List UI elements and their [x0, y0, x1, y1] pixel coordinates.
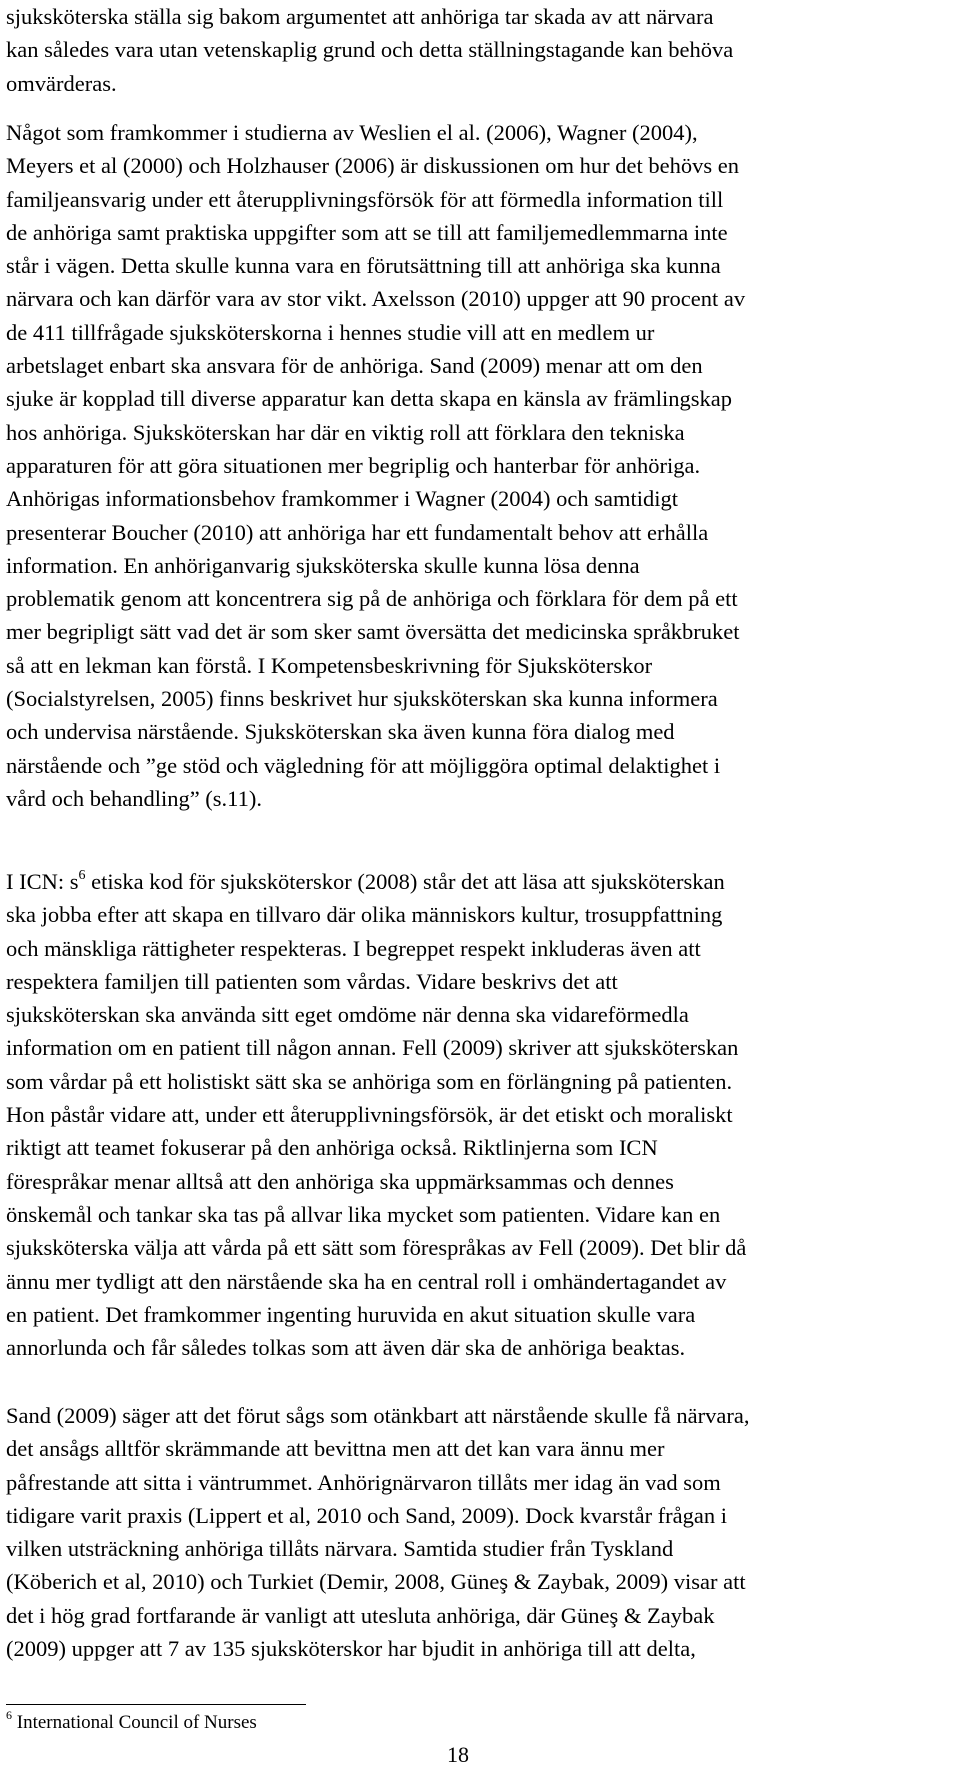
text-line: arbetslaget enbart ska ansvara för de anhöriga. Sand (2009) menar att om den: [6, 353, 703, 379]
page-number: 18: [447, 1742, 469, 1767]
text-line: och undervisa närstående. Sjuksköterskan ska även kunna föra dialog med: [6, 719, 675, 745]
footnote-separator: [6, 1704, 306, 1705]
text-line: det i hög grad fortfarande är vanligt att utesluta anhöriga, där Güneş & Zaybak: [6, 1602, 715, 1628]
paragraph-4: [6, 1399, 750, 1665]
text-line: Sand (2009) säger att det förut sågs som otänkbart att närstående skulle få närvara,: [6, 1403, 750, 1428]
text-line: information. En anhöriganvarig sjuksköterska skulle kunna lösa denna: [6, 552, 640, 578]
text-line: presenterar Boucher (2010) att anhöriga har ett fundamentalt behov att erhålla: [6, 519, 709, 545]
text-line: kan således vara utan vetenskaplig grund och detta ställningstagande kan behöva: [6, 37, 734, 63]
text-line: en patient. Det framkommer ingenting huruvida en akut situation skulle vara: [6, 1301, 696, 1327]
text-line: vård och behandling” (s.11).: [6, 785, 262, 811]
text-line: familjeansvarig under ett återupplivningsförsök för att förmedla information till: [6, 186, 724, 212]
text-line: så att en lekman kan förstå. I Kompetensbeskrivning för Sjuksköterskor: [6, 652, 653, 678]
paragraph-2: [6, 116, 745, 815]
text-line: hos anhöriga. Sjuksköterskan har där en viktig roll att förklara den tekniska: [6, 419, 685, 445]
paragraph-1: [6, 0, 733, 100]
text-line: mer begripligt sätt vad det är som sker samt översätta det medicinska språkbruket: [6, 619, 740, 645]
text-line: omvärderas.: [6, 70, 117, 96]
text-line: problematik genom att koncentrera sig på de anhöriga och förklara för dem på ett: [6, 586, 738, 612]
page-number-container: [0, 1742, 960, 1768]
text-line: står i vägen. Detta skulle kunna vara en förutsättning till att anhöriga ska kunna: [6, 253, 721, 279]
footnote: [6, 1707, 257, 1734]
footnote-number: 6: [6, 1707, 12, 1722]
text-line: närstående och ”ge stöd och vägledning för att möjliggöra optimal delaktighet i: [6, 752, 721, 778]
text-line: [6, 865, 746, 898]
text-line: information om en patient till någon annan. Fell (2009) skriver att sjuksköterskan: [6, 1035, 739, 1061]
text-line: riktigt att teamet fokuserar på den anhöriga också. Riktlinjerna som ICN: [6, 1135, 658, 1161]
text-line: de anhöriga samt praktiska uppgifter som att se till att familjemedlemmarna inte: [6, 219, 728, 245]
text-line: de 411 tillfrågade sjuksköterskorna i hennes studie vill att en medlem ur: [6, 319, 655, 345]
text-line: ännu mer tydligt att den närstående ska ha en central roll i omhändertagandet av: [6, 1268, 727, 1294]
footnote-reference: 6: [78, 867, 86, 883]
text-line: sjuksköterskan ska använda sitt eget omdöme när denna ska vidareförmedla: [6, 1002, 689, 1028]
text-fragment: I ICN: s: [6, 869, 79, 894]
text-fragment: etiska kod för sjuksköterskor (2008) står det att läsa att sjuksköterskan: [85, 869, 725, 894]
text-line: Hon påstår vidare att, under ett återupplivningsförsök, är det etiskt och moraliskt: [6, 1102, 733, 1128]
text-line: annorlunda och får således tolkas som att även där ska de anhöriga beaktas.: [6, 1335, 686, 1361]
text-line: det ansågs alltför skrämmande att bevittna men att det kan vara ännu mer: [6, 1436, 665, 1462]
paragraph-3: [6, 865, 746, 1364]
text-line: (2009) uppger att 7 av 135 sjuksköterskor har bjudit in anhöriga till att delta,: [6, 1636, 696, 1662]
text-line: Meyers et al (2000) och Holzhauser (2006) är diskussionen om hur det behövs en: [6, 153, 739, 179]
text-line: ska jobba efter att skapa en tillvaro där olika människors kultur, trosuppfattning: [6, 902, 723, 928]
text-line: sjuksköterska ställa sig bakom argumentet att anhöriga tar skada av att närvara: [6, 4, 714, 29]
text-line: Anhörigas informationsbehov framkommer i Wagner (2004) och samtidigt: [6, 486, 679, 512]
text-line: tidigare varit praxis (Lippert et al, 2010 och Sand, 2009). Dock kvarstår frågan i: [6, 1502, 728, 1528]
text-line: (Köberich et al, 2010) och Turkiet (Demir, 2008, Güneş & Zaybak, 2009) visar att: [6, 1569, 746, 1595]
text-line: sjuke är kopplad till diverse apparatur kan detta skapa en känsla av främlingskap: [6, 386, 732, 412]
text-line: Något som framkommer i studierna av Weslien el al. (2006), Wagner (2004),: [6, 120, 698, 145]
text-line: vilken utsträckning anhöriga tillåts närvara. Samtida studier från Tyskland: [6, 1536, 674, 1562]
text-line: förespråkar menar alltså att den anhöriga ska uppmärksammas och dennes: [6, 1168, 674, 1194]
text-line: närvara och kan därför vara av stor vikt. Axelsson (2010) uppger att 90 procent av: [6, 286, 746, 312]
footnote-text: International Council of Nurses: [12, 1712, 257, 1733]
text-line: som vårdar på ett holistiskt sätt ska se anhöriga som en förlängning på patienten.: [6, 1068, 733, 1094]
text-line: påfrestande att sitta i väntrummet. Anhörignärvaron tillåts mer idag än vad som: [6, 1469, 721, 1495]
text-line: önskemål och tankar ska tas på allvar lika mycket som patienten. Vidare kan en: [6, 1201, 721, 1227]
text-line: apparaturen för att göra situationen mer begriplig och hanterbar för anhöriga.: [6, 452, 701, 478]
text-line: och mänskliga rättigheter respekteras. I begreppet respekt inkluderas även att: [6, 935, 701, 961]
text-line: sjuksköterska välja att vårda på ett sätt som förespråkas av Fell (2009). Det blir då: [6, 1235, 747, 1261]
text-line: respektera familjen till patienten som vårdas. Vidare beskrivs det att: [6, 968, 618, 994]
text-line: (Socialstyrelsen, 2005) finns beskrivet hur sjuksköterskan ska kunna informera: [6, 686, 718, 712]
